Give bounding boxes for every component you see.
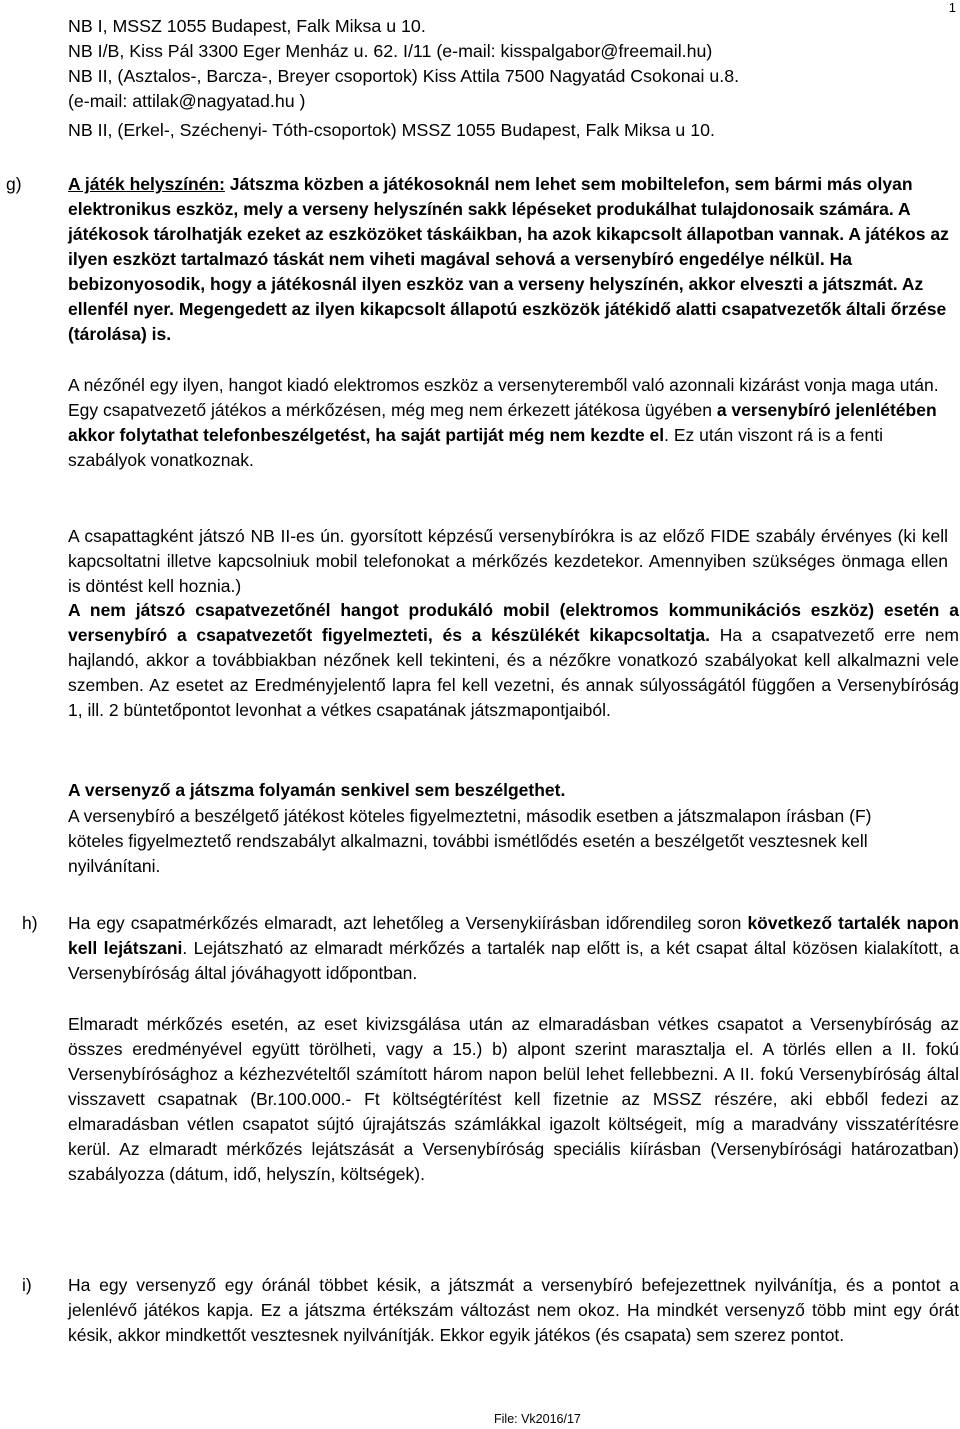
header-line-4: (e-mail: attilak@nagyatad.hu )	[68, 91, 306, 111]
section-g-paragraph-5	[68, 778, 948, 803]
section-g-p2-text: A nézőnél egy ilyen, hangot kiadó elektromos eszköz a versenyteremből való azonnali kizárást vonja maga után. Egy csapatvezető játékos a mérkőzésen, még meg nem érkezett játékosa ügyében	[68, 375, 939, 420]
section-g-paragraph-6: A versenybíró a beszélgető játékost köteles figyelmeztetni, második esetben a játszmalapon írásban (F) köteles figyelmeztető rendszabályt alkalmazni, további ismétlődés esetén a beszélgetőt vesztesnek kell nyilvánítani.	[68, 806, 872, 876]
section-g-p2-bold: a versenybíró jelenlétében akkor folytathat telefonbeszélgetést, ha saját partiját még nem kezdte el	[68, 400, 937, 445]
header-line-2: NB I/B, Kiss Pál 3300 Eger Menház u. 62. I/11 (e-mail: kisspalgabor@freemail.hu)	[68, 41, 713, 61]
section-g-marker: g)	[6, 174, 22, 194]
footer-filename: File: Vk2016/17	[494, 1412, 581, 1426]
section-h-p1-end: . Lejátszható az elmaradt mérkőzés a tartalék nap előtt is, a két csapat által közösen kialakított, a Versenybíróság által jóváhagyott időpontban.	[68, 938, 960, 983]
section-h-p1-text: Ha egy csapatmérkőzés elmaradt, azt lehetőleg a Versenykiírásban időrendileg soron	[68, 913, 748, 933]
header-line-1: NB I, MSSZ 1055 Budapest, Falk Miksa u 10.	[68, 16, 426, 36]
section-g-bold-text: Játszma közben a játékosoknál nem lehet sem mobiltelefon, sem bármi más olyan elektronikus eszköz, mely a verseny helyszínén sakk lépéseket produkálhat tulajdonosaik számára. A játékosok tárolhatják ezeket az eszközöket táskáikban, ha azok kikapcsolt állapotban vannak. A játékos az ilyen eszközt tartalmazó táskát nem viheti magával sehová a versenybíró engedélye nélkül. Ha bebizonyosodik, hogy a játékosnál ilyen eszköz van a verseny helyszínén, akkor elveszti a játszmát. Az ellenfél nyer. Megengedett az ilyen kikapcsolt állapotú eszközök játékidő alatti csapatvezetők általi őrzése (tárolása) is.	[68, 174, 949, 344]
section-g-bold-paragraph	[68, 172, 950, 347]
section-i-paragraph-1: Ha egy versenyző egy óránál többet késik, a játszmát a versenybíró befejezettnek nyilvánítja, és a pontot a jelenlévő játékos kapja. Ez a játszma értékszám változást nem okoz. Ha mindkét versenyző több mint egy órát késik, akkor mindkettőt vesztesnek nyilvánítják. Ekkor egyik játékos (és csapata) sem szerez pontot.	[68, 1275, 959, 1345]
section-g-title: A játék helyszínén:	[68, 174, 225, 194]
section-i-marker: i)	[22, 1275, 32, 1295]
section-h-marker: h)	[22, 913, 38, 933]
section-g-paragraph-2	[68, 373, 948, 473]
header-line-3: NB II, (Asztalos-, Barcza-, Breyer csoportok) Kiss Attila 7500 Nagyatád Csokonai u.8.	[68, 66, 740, 86]
page-number: 1	[948, 0, 956, 15]
section-h-p1-bold: következő tartalék napon kell lejátszani	[68, 913, 959, 958]
section-g-paragraph-3: A csapattagként játszó NB II-es ún. gyorsított képzésű versenybírókra is az előző FIDE szabály érvényes (ki kell kapcsoltatni illetve kapcsolniuk mobil telefonokat a mérkőzés kezdetekor. Amennyiben szükséges önmaga ellen is döntést kell hoznia.)	[68, 526, 948, 596]
section-g-p4-bold: A nem játszó csapatvezetőnél hangot produkáló mobil (elektromos kommunikációs eszköz) esetén a versenybíró a csapatvezetőt figyelmezteti, és a készülékét kikapcsoltatja.	[68, 600, 959, 645]
section-h-paragraph-1	[68, 911, 959, 986]
header-line-5: NB II, (Erkel-, Széchenyi- Tóth-csoportok) MSSZ 1055 Budapest, Falk Miksa u 10.	[68, 120, 715, 140]
section-g-p4-text: Ha a csapatvezető erre nem hajlandó, akkor a továbbiakban nézőnek kell tekinteni, és a nézőkre vonatkozó szabályokat kell alkalmazni vele szemben. Az esetet az Eredményjelentő lapra fel kell vezetni, és annak súlyosságától függően a Versenybíróság 1, ill. 2 büntetőpontot levonhat a vétkes csapatának játszmapontjaiból.	[68, 625, 960, 720]
section-g-p2-end: . Ez után viszont rá is a fenti szabályok vonatkoznak.	[68, 425, 884, 470]
section-h-paragraph-2: Elmaradt mérkőzés esetén, az eset kivizsgálása után az elmaradásban vétkes csapatot a Versenybíróság az összes eredményével együtt törölheti, vagy a 15.) b) alpont szerint marasztalja el. A törlés ellen a II. fokú Versenybírósághoz a kézhezvételtől számított három napon belül lehet fellebbezni. A II. fokú Versenybíróság által visszavett csapatnak (Br.100.000.- Ft költségtérítést kell fizetnie az MSSZ részére, aki ebből fedezi az elmaradásban vétlen csapatot sújtó újrajátszás számlákkal igazolt költségeit, míg a maradvány visszatérítésre kerül. Az elmaradt mérkőzés lejátszását a Versenybíróság speciális kiírásban (Versenybírósági határozatban) szabályozza (dátum, idő, helyszín, költségek).	[68, 1014, 959, 1184]
section-g-p5-bold: A versenyző a játszma folyamán senkivel sem beszélgethet.	[68, 780, 566, 800]
section-g-paragraph-4	[68, 598, 959, 723]
